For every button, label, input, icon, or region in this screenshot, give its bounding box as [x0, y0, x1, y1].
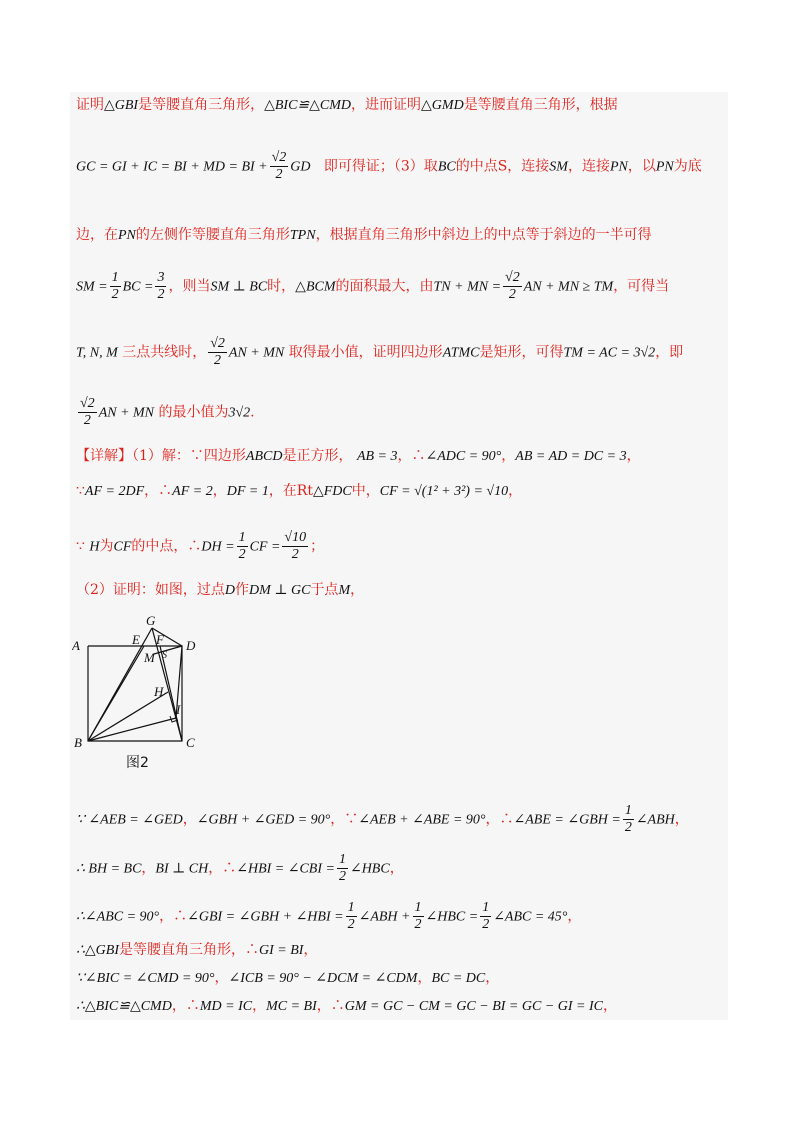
text-line-6: $\frac{√2}{2}$ AN + MN 的最小值为3√2.	[80, 396, 255, 428]
label-d: D	[186, 638, 196, 653]
geometry-figure	[72, 614, 212, 750]
text-line-16: ∴△BIC≌△CMD，∴MD = IC，MC = BI，∴GM = GC − CM = GC − BI = GC − GI = IC，	[76, 998, 617, 1014]
label-g: G	[146, 614, 156, 628]
label-m: M	[144, 650, 155, 665]
label-e: E	[132, 632, 140, 647]
line-bg	[88, 628, 152, 741]
text-line-14: ∴△GBI是等腰直角三角形，∴GI = BI，	[76, 942, 318, 958]
text-line-11: ∵ ∠AEB = ∠GED，∠GBH + ∠GED = 90°，∵∠AEB + ∠ABE = 90°，∴∠ABE = ∠GBH = $\frac{1}{2}$ ∠ABH，	[76, 803, 689, 835]
label-f: F	[156, 632, 164, 647]
line-bi	[88, 718, 176, 741]
label-h: H	[154, 684, 164, 699]
label-c: C	[186, 735, 195, 750]
text-line-4: SM = $\frac{1}{2}$ BC = $\frac{3}{2}$ ，则当SM ⊥ BC时，△BCM的面积最大，由TN + MN = $\frac{√2}{2}$ AN + MN ≥ TM，可得当	[76, 270, 670, 302]
text-line-10: （2）证明：如图，过点D作DM ⊥ GC于点M，	[76, 582, 365, 598]
label-a: A	[72, 638, 80, 653]
text-line-7: 【详解】（1）解：∵四边形ABCD是正方形， AB = 3，∴∠ADC = 90°，AB = AD = DC = 3，	[76, 448, 641, 464]
text-line-9: ∵ H为CF的中点，∴DH = $\frac{1}{2}$ CF = $\frac{√10}{2}$ ；	[76, 530, 325, 562]
label-b: B	[74, 735, 82, 750]
label-s: S	[162, 650, 167, 661]
fraction: $\frac{√2}{2}$	[271, 150, 287, 182]
text-line-3: 边，在PN的左侧作等腰直角三角形TPN，根据直角三角形中斜边上的中点等于斜边的一半可得	[76, 227, 652, 243]
text-line-12: ∴ BH = BC，BI ⊥ CH，∴∠HBI = ∠CBI = $\frac{1}{2}$ ∠HBC，	[76, 852, 404, 884]
line-bh	[88, 692, 168, 741]
text-line-5: T, N, M 三点共线时， $\frac{√2}{2}$ AN + MN 取得最小值，证明四边形ATMC是矩形，可得TM = AC = 3√2，即	[76, 336, 684, 368]
text-line-2: GC = GI + IC = BI + MD = BI + $\frac{√2}{2}$ GD 即可得证；（3）取BC的中点S，连接SM，连接PN，以PN为底	[76, 150, 702, 182]
text-line-8: ∵AF = 2DF，∴AF = 2，DF = 1，在Rt△FDC中，CF = √(1² + 3²) = √10，	[76, 483, 523, 499]
text-line-1: 证明△GBI是等腰直角三角形，△BIC≌△CMD，进而证明△GMD是等腰直角三角形，根据	[76, 97, 618, 113]
figure-caption: 图2	[126, 755, 149, 771]
text-line-13: ∴∠ABC = 90°，∴∠GBI = ∠GBH + ∠HBI = $\frac{1}{2}$ ∠ABH + $\frac{1}{2}$ ∠HBC = $\frac{1}{2}$ ∠ABC = 45°，	[76, 900, 582, 932]
label-i: I	[176, 702, 181, 717]
text-line-15: ∵∠BIC = ∠CMD = 90°，∠ICB = 90° − ∠DCM = ∠CDM，BC = DC，	[76, 970, 500, 986]
